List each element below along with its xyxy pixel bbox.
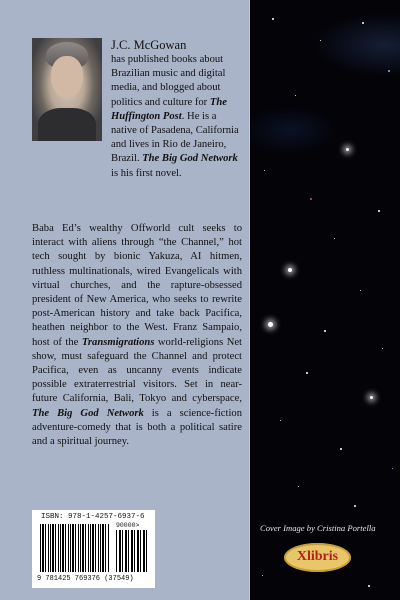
star bbox=[334, 238, 335, 239]
star bbox=[295, 95, 296, 96]
blurb-text-1: Baba Ed’s wealthy Offworld cult seeks to interact with aliens through “the Channel,” hot tech sought by bionic Yakuza, AI hitmen, ruthless multinationals, wired Evangelicals with virtual churches, and the rapture-obsessed president of New America, who seeks to rewrite post-American history and take back Pacifica, heathen neighbor to the West. Franz Sampaio, host of the bbox=[32, 223, 242, 348]
xlibris-logo-text: Xlibris bbox=[296, 549, 339, 564]
star bbox=[262, 575, 263, 576]
author-photo bbox=[32, 38, 102, 141]
author-shirt bbox=[38, 108, 96, 141]
isbn-number: ISBN: 978-1-4257-6937-6 bbox=[41, 513, 145, 521]
star bbox=[382, 348, 383, 349]
author-name: J.C. McGowan bbox=[111, 38, 187, 52]
isbn-barcode bbox=[32, 510, 155, 588]
starfield-image bbox=[250, 0, 400, 600]
bio-publication: The Huffington Post bbox=[111, 96, 227, 122]
star bbox=[360, 290, 361, 291]
xlibris-logo bbox=[284, 543, 351, 572]
star bbox=[272, 18, 274, 20]
blurb-text-2: world-religions Net show, must safeguard the Channel and protect Pacifica, even as uncanny events indicate possible extraterrestrial visitors. Set in near-future California, Bali, Tokyo and cyberspace, bbox=[32, 336, 242, 405]
star bbox=[362, 22, 364, 24]
price-barcode-bars bbox=[116, 530, 149, 572]
star bbox=[298, 486, 299, 487]
star bbox=[378, 210, 380, 212]
star bbox=[368, 585, 370, 587]
author-bio bbox=[111, 38, 242, 181]
star bbox=[280, 420, 281, 421]
bio-text-2: . He is a native of Pasadena, California and lives in Rio de Janeiro, Brazil. bbox=[111, 110, 239, 165]
bio-text-3: is his first novel. bbox=[111, 167, 182, 179]
star bbox=[306, 372, 308, 374]
bio-book-title: The Big God Network bbox=[142, 153, 238, 165]
bio-text-1: has published books about Brazilian music and digital media, and blogged about politics and culture for bbox=[111, 54, 226, 108]
book-blurb bbox=[32, 222, 242, 449]
star bbox=[370, 396, 373, 399]
cover-image-credit: Cover Image by Cristina Portella bbox=[260, 523, 376, 533]
star bbox=[320, 40, 321, 41]
star bbox=[288, 268, 292, 272]
star bbox=[264, 170, 265, 171]
price-code: 90000> bbox=[116, 522, 140, 529]
star bbox=[388, 70, 390, 72]
barcode-bars bbox=[40, 524, 110, 572]
barcode-digits: 9 781425 769376 (37549) bbox=[37, 575, 134, 583]
star bbox=[268, 322, 273, 327]
star bbox=[392, 468, 393, 469]
blurb-show-title: Transmigrations bbox=[81, 336, 155, 348]
author-face bbox=[51, 56, 83, 98]
blurb-text-3: is a science-fiction adventure-comedy that is both a political satire and a spiritual journey. bbox=[32, 407, 242, 448]
blurb-book-title: The Big God Network bbox=[32, 407, 144, 419]
star bbox=[310, 198, 312, 200]
star bbox=[324, 330, 326, 332]
star bbox=[354, 505, 356, 507]
star bbox=[340, 448, 342, 450]
star bbox=[346, 148, 349, 151]
